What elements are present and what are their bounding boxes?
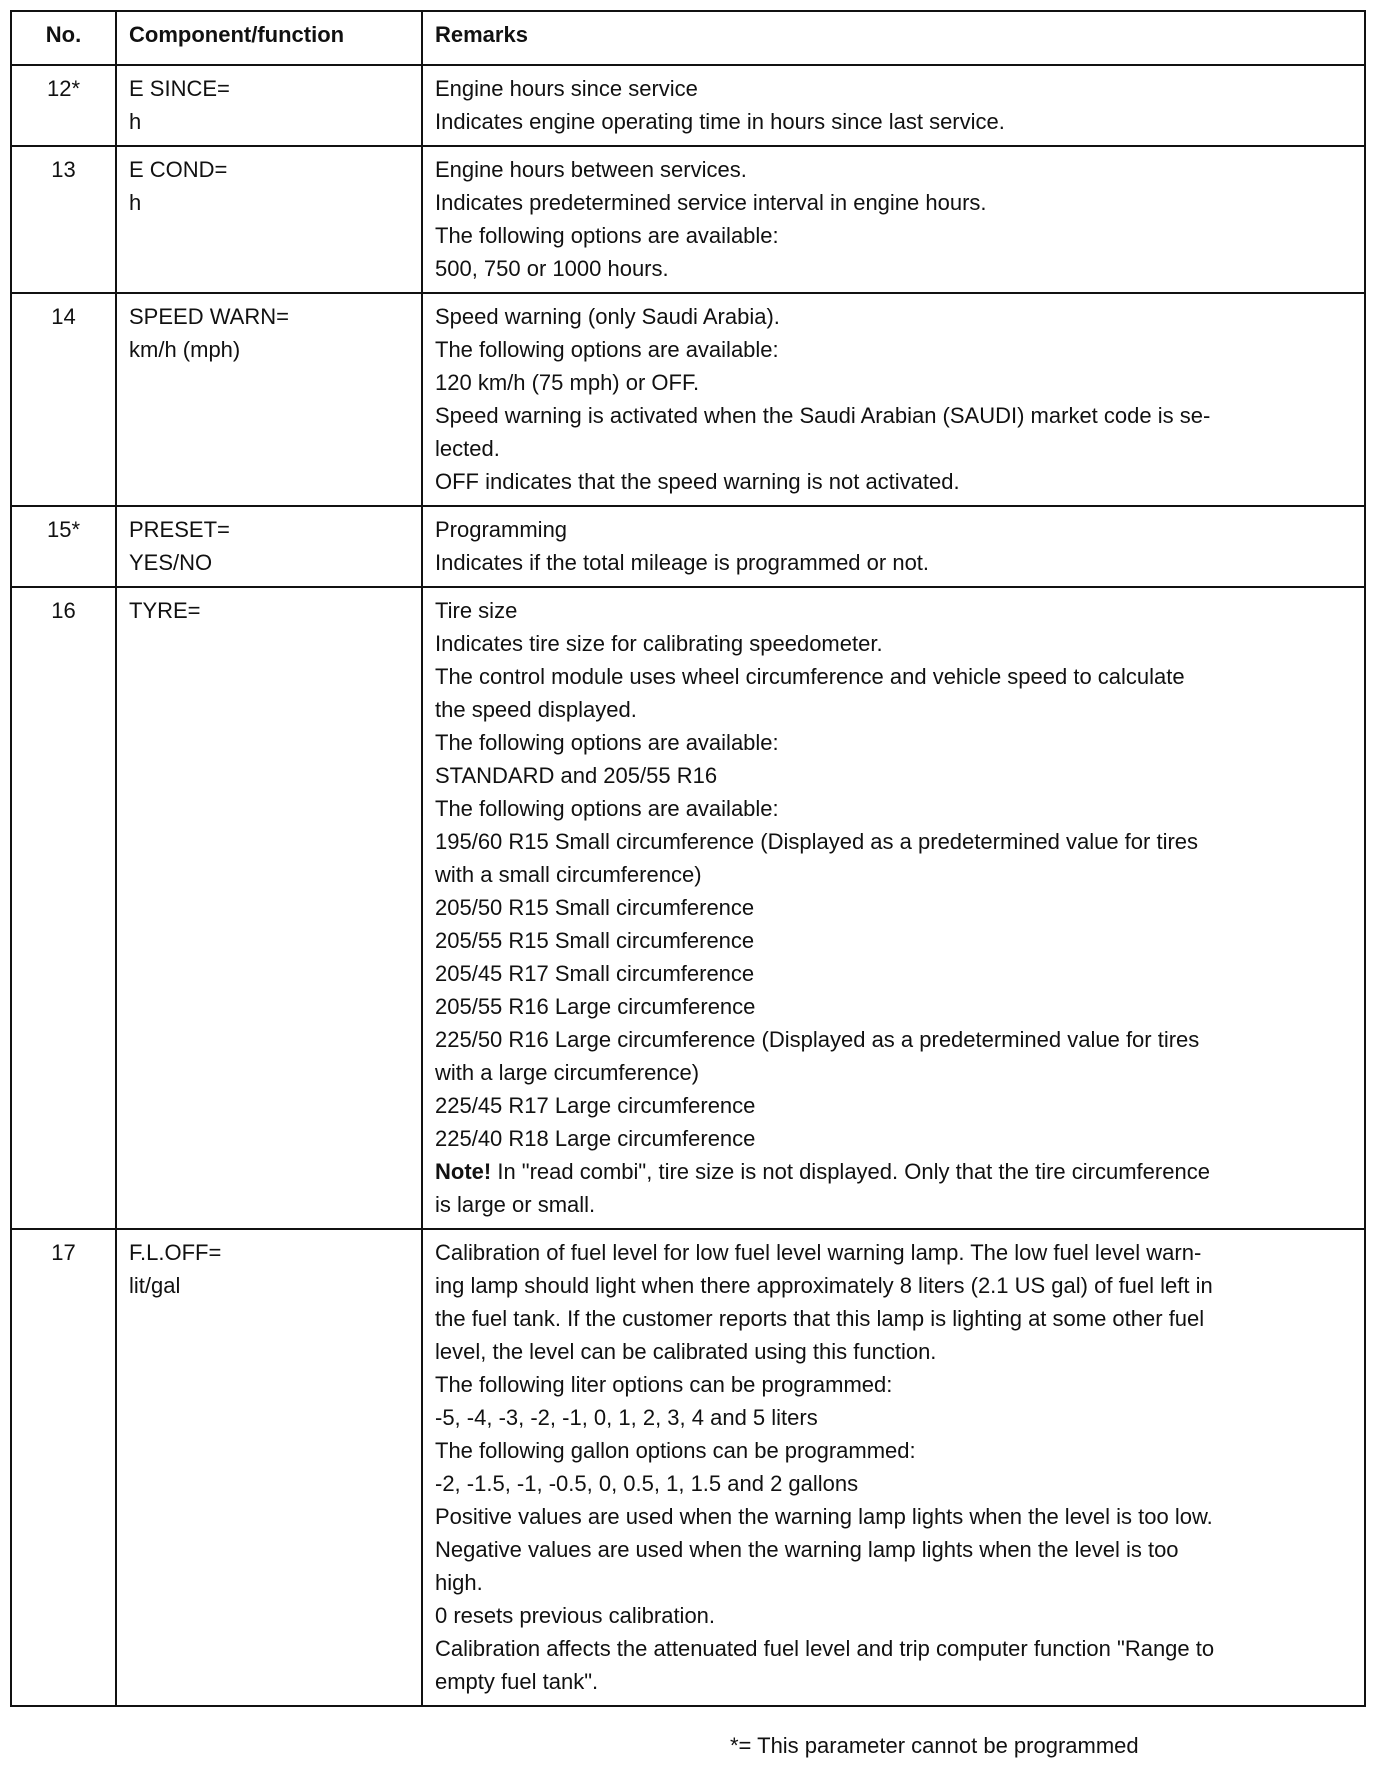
remarks-line: Engine hours between services.	[435, 157, 747, 182]
remarks-line: ing lamp should light when there approximately 8 liters (2.1 US gal) of fuel left in	[435, 1273, 1213, 1298]
remarks-cell	[422, 1229, 1365, 1706]
component-line: F.L.OFF=	[129, 1240, 222, 1265]
remarks-line: the fuel tank. If the customer reports that this lamp is lighting at some other fuel	[435, 1306, 1205, 1331]
remarks-line: -2, -1.5, -1, -0.5, 0, 0.5, 1, 1.5 and 2 gallons	[435, 1471, 859, 1496]
table-body	[11, 65, 1365, 1706]
remarks-line: Engine hours since service	[435, 76, 698, 101]
remarks-line: The control module uses wheel circumference and vehicle speed to calculate	[435, 664, 1185, 689]
note-line	[435, 1155, 1352, 1188]
component-line: E SINCE=	[129, 76, 230, 101]
remarks-line: Indicates engine operating time in hours since last service.	[435, 109, 1005, 134]
remarks-cell	[422, 587, 1365, 1229]
component-line: km/h (mph)	[129, 337, 241, 362]
remarks-line: Indicates predetermined service interval in engine hours.	[435, 190, 987, 215]
component-line: h	[129, 109, 142, 134]
remarks-line: 225/50 R16 Large circumference (Displayed as a predetermined value for tires	[435, 1027, 1200, 1052]
remarks-line: Tire size	[435, 598, 518, 623]
remarks-line: 225/45 R17 Large circumference	[435, 1093, 756, 1118]
remarks-line: 120 km/h (75 mph) or OFF.	[435, 370, 700, 395]
remarks-line: Speed warning is activated when the Saudi Arabian (SAUDI) market code is se-	[435, 403, 1211, 428]
remarks-line: Negative values are used when the warning lamp lights when the level is too	[435, 1537, 1179, 1562]
remarks-line: Calibration of fuel level for low fuel level warning lamp. The low fuel level warn-	[435, 1240, 1202, 1265]
component-line: h	[129, 190, 142, 215]
row-number: 15*	[11, 506, 116, 587]
remarks-line: lected.	[435, 436, 500, 461]
remarks-cell	[422, 293, 1365, 506]
remarks-line: The following options are available:	[435, 730, 779, 755]
header-remarks: Remarks	[422, 11, 1365, 65]
remarks-line: Speed warning (only Saudi Arabia).	[435, 304, 780, 329]
table-row	[11, 1229, 1365, 1706]
remarks-line: with a small circumference)	[435, 862, 702, 887]
remarks-line: 500, 750 or 1000 hours.	[435, 256, 669, 281]
footnote: *= This parameter cannot be programmed	[730, 1733, 1139, 1758]
remarks-line: The following options are available:	[435, 223, 779, 248]
component-line: PRESET=	[129, 517, 230, 542]
row-number: 13	[11, 146, 116, 293]
component-cell	[116, 293, 422, 506]
component-cell	[116, 587, 422, 1229]
table-row	[11, 146, 1365, 293]
remarks-line: The following options are available:	[435, 337, 779, 362]
table-row	[11, 587, 1365, 1229]
component-line: TYRE=	[129, 598, 201, 623]
note-label: Note!	[435, 1159, 492, 1184]
row-number: 14	[11, 293, 116, 506]
remarks-line: 205/55 R15 Small circumference	[435, 928, 755, 953]
remarks-line: empty fuel tank".	[435, 1669, 599, 1694]
table-header-row	[11, 11, 1365, 65]
row-number: 17	[11, 1229, 116, 1706]
component-line: YES/NO	[129, 550, 213, 575]
remarks-line: the speed displayed.	[435, 697, 637, 722]
remarks-line: level, the level can be calibrated using this function.	[435, 1339, 937, 1364]
remarks-line: 205/45 R17 Small circumference	[435, 961, 755, 986]
remarks-line: The following liter options can be programmed:	[435, 1372, 893, 1397]
remarks-line: Programming	[435, 517, 568, 542]
component-cell	[116, 146, 422, 293]
note-line: is large or small.	[435, 1192, 596, 1217]
component-cell	[116, 1229, 422, 1706]
table-row	[11, 65, 1365, 146]
remarks-line: 225/40 R18 Large circumference	[435, 1126, 756, 1151]
remarks-line: high.	[435, 1570, 483, 1595]
remarks-line: Positive values are used when the warning lamp lights when the level is too low.	[435, 1504, 1213, 1529]
row-number: 16	[11, 587, 116, 1229]
remarks-cell	[422, 146, 1365, 293]
remarks-line: OFF indicates that the speed warning is not activated.	[435, 469, 960, 494]
remarks-line: Calibration affects the attenuated fuel level and trip computer function "Range to	[435, 1636, 1215, 1661]
parameters-table	[10, 10, 1366, 1707]
header-component: Component/function	[116, 11, 422, 65]
remarks-line: The following options are available:	[435, 796, 779, 821]
remarks-line: The following gallon options can be programmed:	[435, 1438, 916, 1463]
table-row	[11, 506, 1365, 587]
component-cell	[116, 65, 422, 146]
note-text: In "read combi", tire size is not displayed. Only that the tire circumference	[491, 1159, 1210, 1184]
component-cell	[116, 506, 422, 587]
component-line: E COND=	[129, 157, 228, 182]
remarks-line: 205/50 R15 Small circumference	[435, 895, 755, 920]
remarks-line: Indicates tire size for calibrating speedometer.	[435, 631, 883, 656]
remarks-line: -5, -4, -3, -2, -1, 0, 1, 2, 3, 4 and 5 liters	[435, 1405, 818, 1430]
remarks-line: with a large circumference)	[435, 1060, 700, 1085]
remarks-line: 0 resets previous calibration.	[435, 1603, 716, 1628]
remarks-line: 195/60 R15 Small circumference (Displayed as a predetermined value for tires	[435, 829, 1199, 854]
remarks-cell	[422, 506, 1365, 587]
component-line: SPEED WARN=	[129, 304, 289, 329]
remarks-cell	[422, 65, 1365, 146]
remarks-line: Indicates if the total mileage is programmed or not.	[435, 550, 930, 575]
remarks-line: STANDARD and 205/55 R16	[435, 763, 718, 788]
component-line: lit/gal	[129, 1273, 181, 1298]
header-no: No.	[11, 11, 116, 65]
table-row	[11, 293, 1365, 506]
remarks-line: 205/55 R16 Large circumference	[435, 994, 756, 1019]
row-number: 12*	[11, 65, 116, 146]
